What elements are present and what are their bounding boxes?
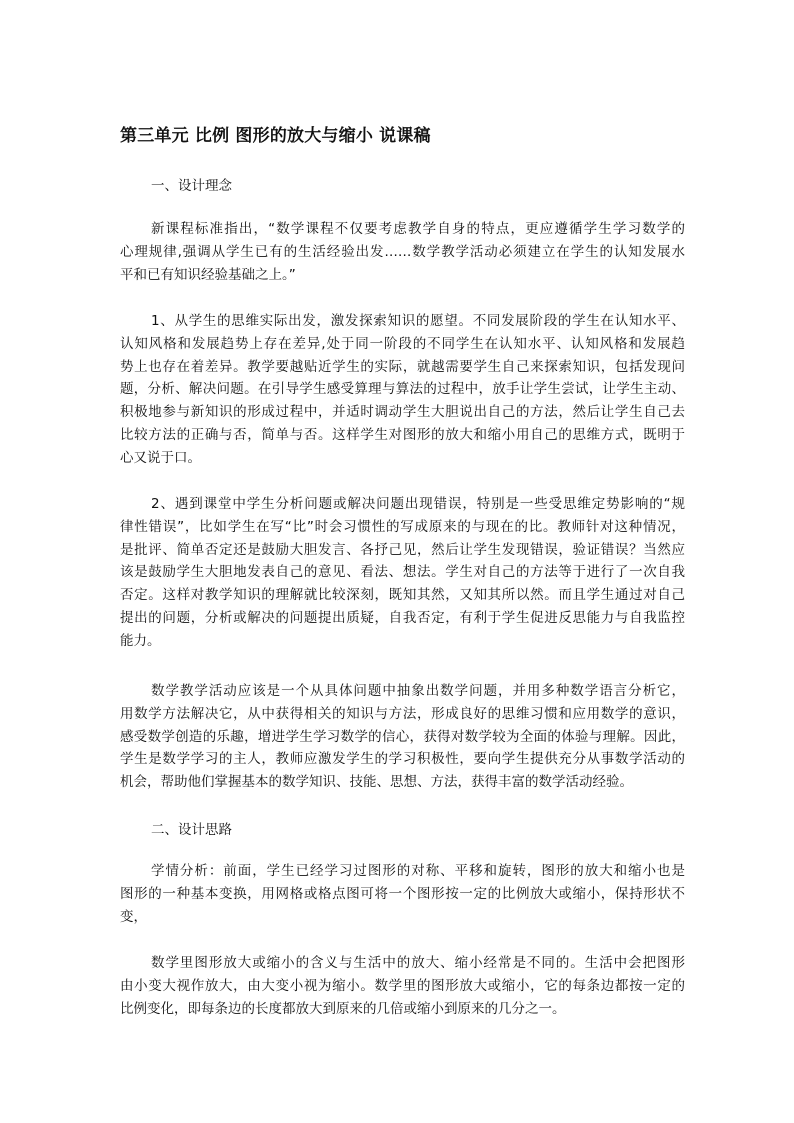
paragraph-line: 变， [120, 908, 147, 925]
paragraph-line: 图形的一种基本变换，用网格或格点图可将一个图形按一定的比例放大或缩小，保持形状不 [120, 885, 685, 902]
paragraph [120, 218, 685, 286]
paragraph [120, 680, 685, 794]
paragraph-line: 否定。这样对教学知识的理解就比较深刻，既知其然，又知其所以然。而且学生通过对自己 [120, 587, 685, 604]
paragraph-line: 2、遇到课堂中学生分析问题或解决问题出现错误，特别是一些受思维定势影响的“规 [151, 496, 685, 512]
paragraph [120, 310, 685, 470]
paragraph-line: 机会，帮助他们掌握基本的数学知识、技能、思想、方法，获得丰富的数学活动经验。 [120, 774, 633, 791]
paragraph-line: 势上也存在着差异。教学要越贴近学生的实际，就越需要学生自己来探索知识，包括发现问 [120, 358, 685, 375]
paragraph-line: 感受数学创造的乐趣，增进学生学习数学的信心，获得对数学较为全面的体验与理解。因此， [120, 728, 685, 745]
section-heading-design-approach: 二、设计思路 [151, 822, 232, 838]
paragraph-line: 心理规律,强调从学生已有的生活经验出发……数学教学活动必须建立在学生的认知发展水 [120, 243, 685, 260]
paragraph-line: 题，分析、解决问题。在引导学生感受算理与算法的过程中，放手让学生尝试，让学生主动、 [120, 381, 685, 398]
paragraph [120, 493, 685, 653]
section-heading-design-concept: 一、设计理念 [151, 178, 232, 194]
paragraph [120, 952, 685, 1020]
paragraph-line: 律性错误”，比如学生在写“比”时会习惯性的写成原来的与现在的比。教师针对这种情况， [120, 518, 685, 535]
paragraph-line: 积极地参与新知识的形成过程中，并适时调动学生大胆说出自己的方法，然后让学生自己去 [120, 404, 685, 421]
paragraph-line: 比例变化，即每条边的长度都放大到原来的几倍或缩小到原来的几分之一。 [120, 1000, 566, 1017]
paragraph-line: 认知风格和发展趋势上存在差异,处于同一阶段的不同学生在认知水平、认知风格和发展趋 [120, 335, 685, 352]
paragraph-line: 心又说于口。 [120, 449, 201, 466]
paragraph-line: 能力。 [120, 632, 161, 649]
paragraph-line: 数学里图形放大或缩小的含义与生活中的放大、缩小经常是不同的。生活中会把图形 [151, 955, 685, 971]
paragraph-line: 提出的问题，分析或解决的问题提出质疑，自我否定，有利于学生促进反思能力与自我监控 [120, 609, 685, 626]
paragraph-line: 数学教学活动应该是一个从具体问题中抽象出数学问题，并用多种数学语言分析它， [151, 683, 685, 699]
document-title: 第三单元 比例 图形的放大与缩小 说课稿 [120, 126, 431, 146]
paragraph-line: 用数学方法解决它，从中获得相关的知识与方法，形成良好的思维习惯和应用数学的意识， [120, 705, 685, 722]
paragraph-line: 该是鼓励学生大胆地发表自己的意见、看法、想法。学生对自己的方法等于进行了一次自我 [120, 564, 685, 581]
paragraph-line: 学生是数学学习的主人，教师应激发学生的学习积极性，要向学生提供充分从事数学活动的 [120, 751, 685, 768]
paragraph [120, 860, 685, 928]
paragraph-line: 是批评、简单否定还是鼓励大胆发言、各抒己见，然后让学生发现错误，验证错误？当然应 [120, 541, 685, 558]
paragraph-line: 平和已有知识经验基础之上。” [120, 266, 296, 283]
paragraph-line: 学情分析：前面，学生已经学习过图形的对称、平移和旋转，图形的放大和缩小也是 [151, 863, 685, 879]
paragraph-line: 新课程标准指出，“数学课程不仅要考虑教学自身的特点，更应遵循学生学习数学的 [151, 221, 685, 237]
paragraph-line: 1、从学生的思维实际出发，激发探索知识的愿望。不同发展阶段的学生在认知水平、 [151, 313, 685, 329]
paragraph-line: 由小变大视作放大，由大变小视为缩小。数学里的图形放大或缩小，它的每条边都按一定的 [120, 977, 685, 994]
paragraph-line: 比较方法的正确与否，简单与否。这样学生对图形的放大和缩小用自己的思维方式，既明于 [120, 426, 685, 443]
